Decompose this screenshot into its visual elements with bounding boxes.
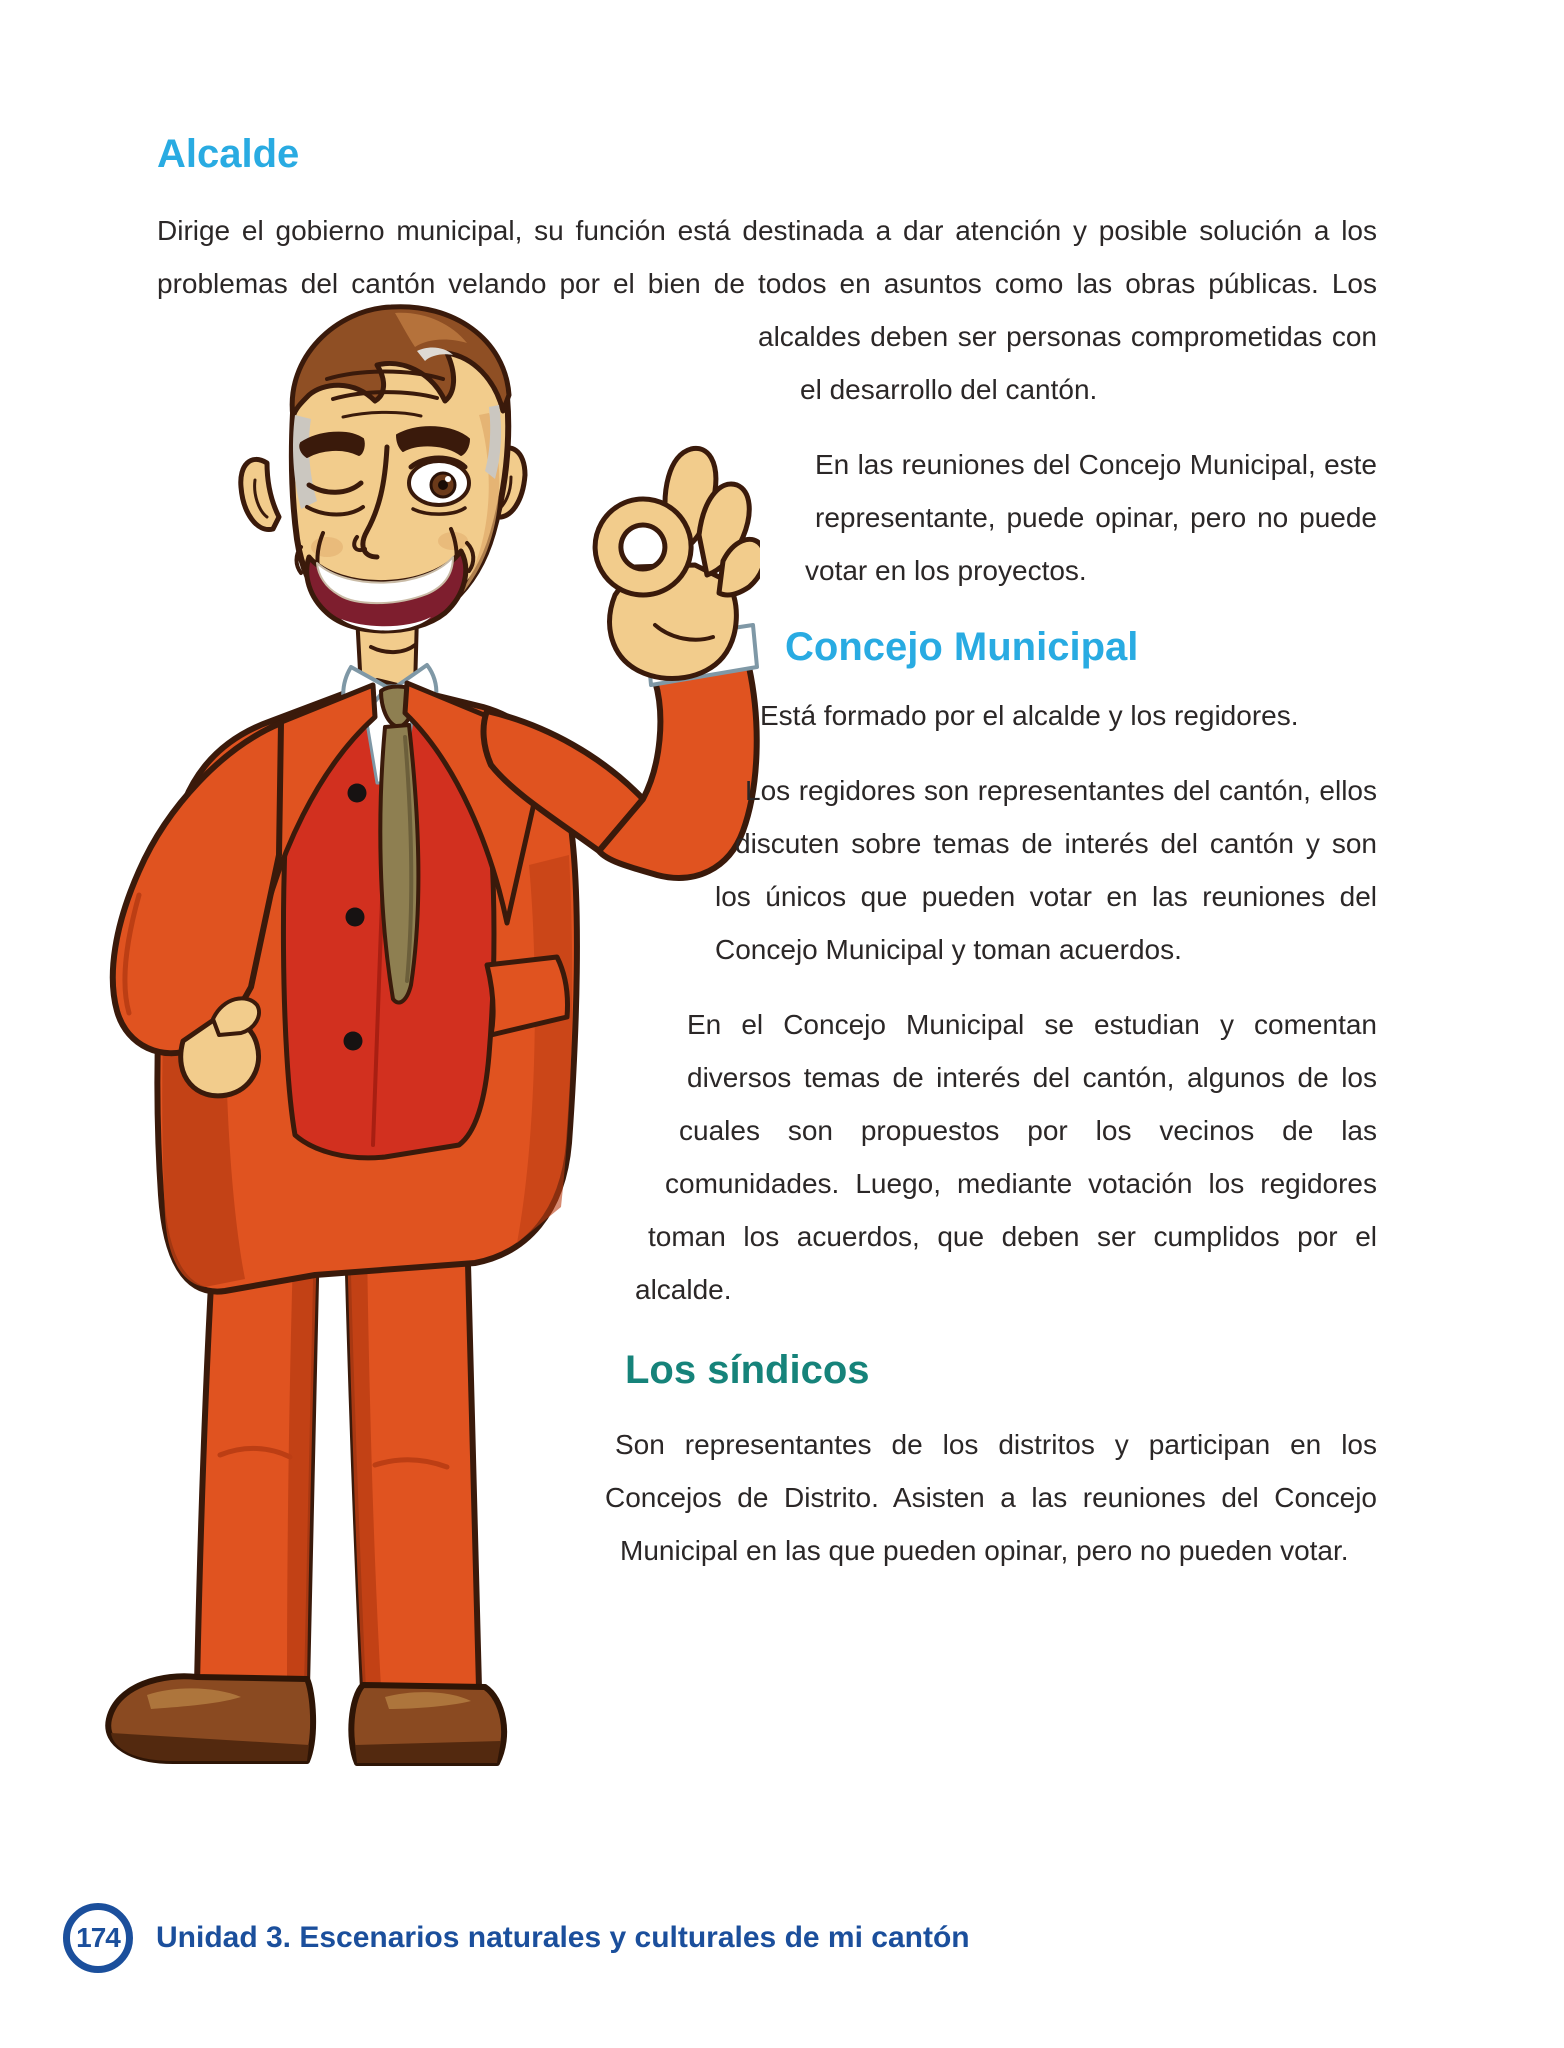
section-heading-alcalde: Alcalde xyxy=(157,132,300,176)
page-content xyxy=(157,130,1377,1789)
section-heading-sindicos: Los síndicos xyxy=(625,1348,870,1392)
paragraph-concejo-3: En el Concejo Municipal se estudian y comentan diversos temas de interés del cantón, algunos de los cuales son propuestos por los vecinos de las comunidades. Luego, mediante votación los regidores toman los acuerdos, que deben ser cumplidos por el alcalde. xyxy=(635,1009,1377,1305)
paragraph-concejo-1: Está formado por el alcalde y los regidores. xyxy=(760,700,1299,731)
page-number-badge xyxy=(63,1903,133,1973)
paragraph-alcalde-1: Dirige el gobierno municipal, su función está destinada a dar atención y posible solución a los problemas del cantón velando por el bien de todos en asuntos como las obras públicas. Los alcaldes deben ser personas comprometidas con el desarrollo del cantón. xyxy=(157,215,1377,405)
paragraph-concejo-2: Los regidores son representantes del cantón, ellos discuten sobre temas de interés del cantón y son los únicos que pueden votar en las reuniones del Concejo Municipal y toman acuerdos. xyxy=(715,775,1377,965)
unit-label: Unidad 3. Escenarios naturales y culturales de mi cantón xyxy=(156,1921,970,1954)
paragraph-alcalde-2: En las reuniones del Concejo Municipal, este representante, puede opinar, pero no puede votar en los proyectos. xyxy=(805,449,1377,586)
paragraph-sindicos-1: Son representantes de los distritos y participan en los Concejos de Distrito. Asisten a las reuniones del Concejo Municipal en las que pueden opinar, pero no pueden votar. xyxy=(605,1429,1377,1566)
page-number: 174 xyxy=(76,1922,120,1953)
section-heading-concejo: Concejo Municipal xyxy=(785,625,1139,669)
page-footer xyxy=(63,1903,970,1973)
